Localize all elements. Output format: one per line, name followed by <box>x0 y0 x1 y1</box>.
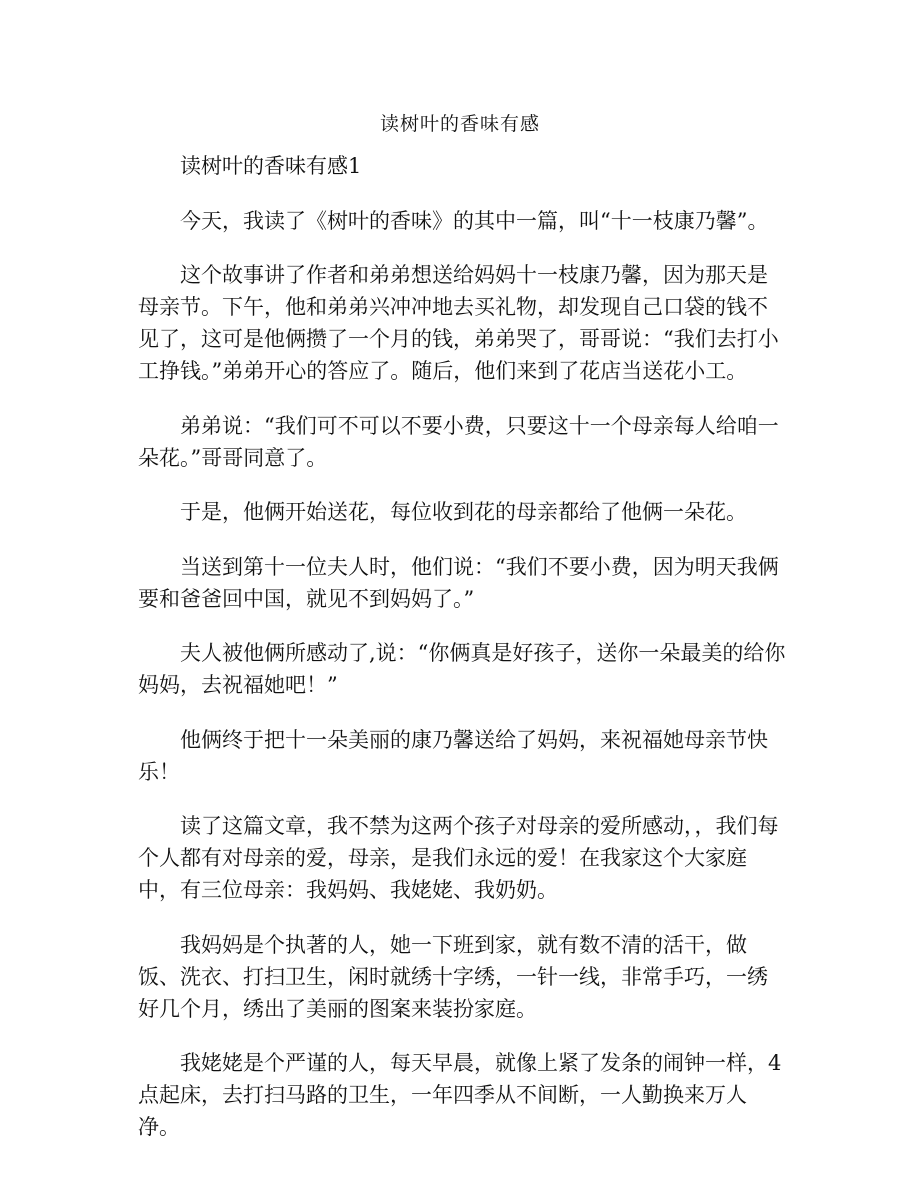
paragraph-story: 这个故事讲了作者和弟弟想送给妈妈十一枝康乃馨，因为那天是母亲节。下午，他和弟弟兴冲冲地去买礼物，却发现自己口袋的钱不见了，这可是他俩攒了一个月的钱，弟弟哭了，哥哥说：“我们去打小工挣钱。”弟弟开心的答应了。随后，他们来到了花店当送花小工。 <box>138 263 779 383</box>
document-body <box>138 150 786 1166</box>
paragraph-mother: 我妈妈是个执著的人，她一下班到家，就有数不清的活干，做饭、洗衣、打扫卫生，闲时就绣十字绣，一针一线，非常手巧，一绣好几个月，绣出了美丽的图案来装扮家庭。 <box>138 932 768 1021</box>
paragraph-grandmother: 我姥姥是个严谨的人，每天早晨，就像上紧了发条的闹钟一样，4点起床，去打扫马路的卫生，一年四季从不间断，一人勤换来万人净。 <box>138 1051 782 1139</box>
paragraph-brother-request: 弟弟说：“我们可不可以不要小费，只要这十一个母亲每人给咱一朵花。”哥哥同意了。 <box>138 413 779 470</box>
paragraph-gift: 他俩终于把十一朵美丽的康乃馨送给了妈妈，来祝福她母亲节快乐！ <box>138 727 768 784</box>
paragraph-lady-moved: 夫人被他俩所感动了,说：“你俩真是好孩子，送你一朵最美的给你妈妈，去祝福她吧！” <box>138 641 786 697</box>
page-title: 读树叶的香味有感 <box>379 113 540 135</box>
paragraph-subtitle: 读树叶的香味有感1 <box>180 154 362 178</box>
paragraph-delivering: 于是，他俩开始送花，每位收到花的母亲都给了他俩一朵花。 <box>180 500 747 524</box>
paragraph-eleventh-lady: 当送到第十一位夫人时，他们说：“我们不要小费，因为明天我俩要和爸爸回中国，就见不到妈妈了。” <box>138 554 779 611</box>
paragraph-intro: 今天，我读了《树叶的香味》的其中一篇，叫“十一枝康乃馨”。 <box>180 208 769 233</box>
paragraph-reflection: 读了这篇文章，我不禁为这两个孩子对母亲的爱所感动，，我们每个人都有对母亲的爱，母亲，是我们永远的爱！在我家这个大家庭中，有三位母亲：我妈妈、我姥姥、我奶奶。 <box>138 814 779 902</box>
